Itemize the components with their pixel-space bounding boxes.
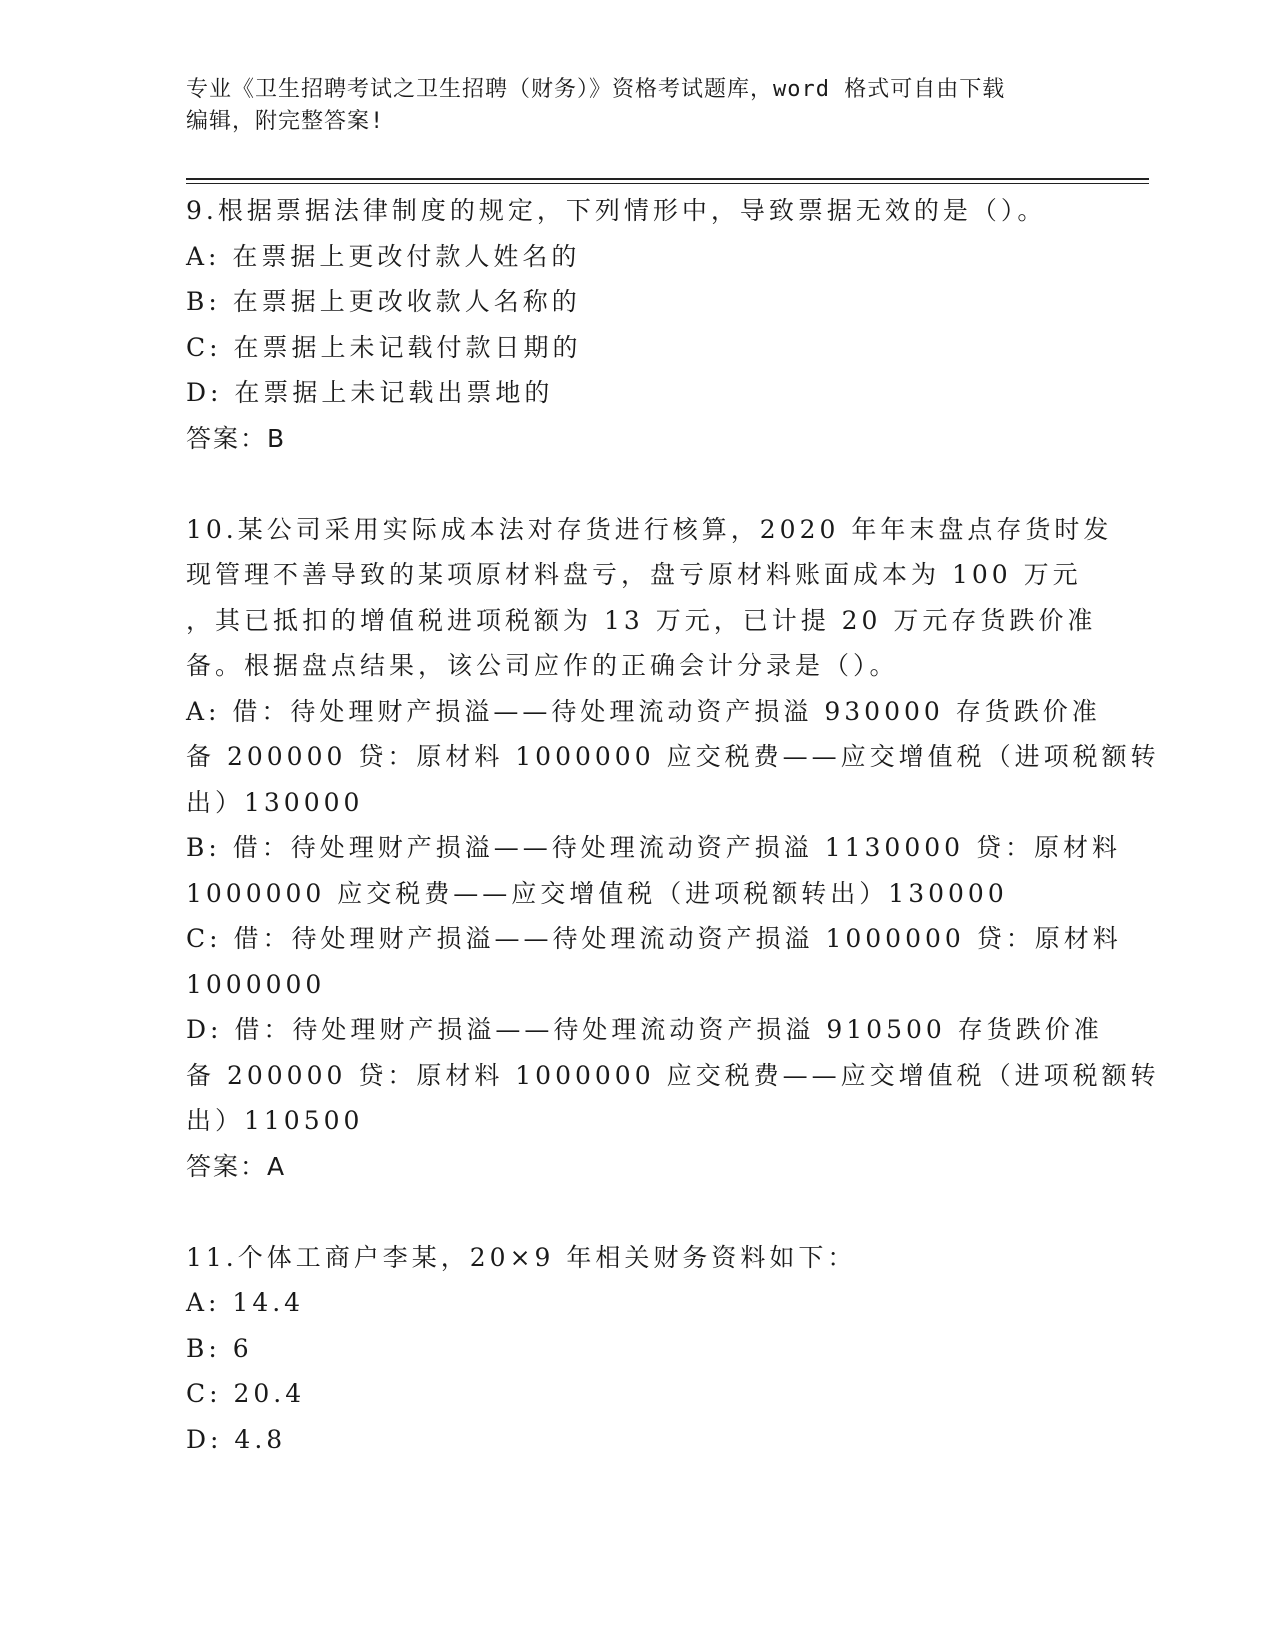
question-stem: ，其已抵扣的增值税进项税额为 13 万元，已计提 20 万元存货跌价准 <box>186 605 1097 635</box>
question-9 <box>186 188 1086 461</box>
option-b: B: 6 <box>186 1333 253 1363</box>
header-divider-thin <box>186 183 1149 184</box>
option-d-cont: 备 200000 贷：原材料 1000000 应交税费——应交增值税（进项税额转 <box>186 1060 1160 1090</box>
option-a: A: 在票据上更改付款人姓名的 <box>186 241 581 271</box>
option-a: A: 14.4 <box>186 1288 305 1317</box>
option-b: B: 在票据上更改收款人名称的 <box>186 287 581 316</box>
question-list <box>186 188 1160 1462</box>
question-stem: 备。根据盘点结果，该公司应作的正确会计分录是（）。 <box>186 651 899 680</box>
option-c: C: 20.4 <box>186 1379 306 1408</box>
question-11 <box>186 1235 1086 1463</box>
option-d-cont: 出）110500 <box>186 1106 364 1135</box>
answer-label: 答案：A <box>186 1151 287 1181</box>
spacer <box>186 461 1086 507</box>
option-a: A: 借：待处理财产损溢——待处理流动资产损溢 930000 存货跌价准 <box>186 696 1101 726</box>
header-line: 专业《卫生招聘考试之卫生招聘（财务）》资格考试题库，word 格式可自由下载 <box>186 77 1006 102</box>
answer-label: 答案：B <box>186 423 287 453</box>
header-line: 编辑，附完整答案! <box>186 109 385 134</box>
option-c: C: 借：待处理财产损溢——待处理流动资产损溢 1000000 贷：原材料 <box>186 924 1122 953</box>
option-c: C: 在票据上未记载付款日期的 <box>186 332 582 362</box>
question-10 <box>186 507 1160 1190</box>
question-stem: 10.某公司采用实际成本法对存货进行核算，2020 年年末盘点存货时发 <box>186 514 1113 544</box>
question-stem: 现管理不善导致的某项原材料盘亏，盘亏原材料账面成本为 100 万元 <box>186 560 1082 589</box>
option-b-cont: 1000000 应交税费——应交增值税（进项税额转出）130000 <box>186 878 1008 908</box>
option-a-cont: 出）130000 <box>186 787 364 817</box>
option-b: B: 借：待处理财产损溢——待处理流动资产损溢 1130000 贷：原材料 <box>186 833 1121 862</box>
document-header <box>186 74 1086 138</box>
option-c-cont: 1000000 <box>186 969 326 999</box>
spacer <box>186 1189 1086 1235</box>
option-d: D: 4.8 <box>186 1424 287 1454</box>
option-d: D: 在票据上未记载出票地的 <box>186 378 554 407</box>
question-stem: 11.个体工商户李某，20×9 年相关财务资料如下： <box>186 1242 857 1272</box>
header-divider <box>186 178 1149 180</box>
option-d: D: 借：待处理财产损溢——待处理流动资产损溢 910500 存货跌价准 <box>186 1015 1103 1044</box>
option-a-cont: 备 200000 贷：原材料 1000000 应交税费——应交增值税（进项税额转 <box>186 742 1160 771</box>
question-stem: 9.根据票据法律制度的规定，下列情形中，导致票据无效的是（）。 <box>186 196 1047 225</box>
